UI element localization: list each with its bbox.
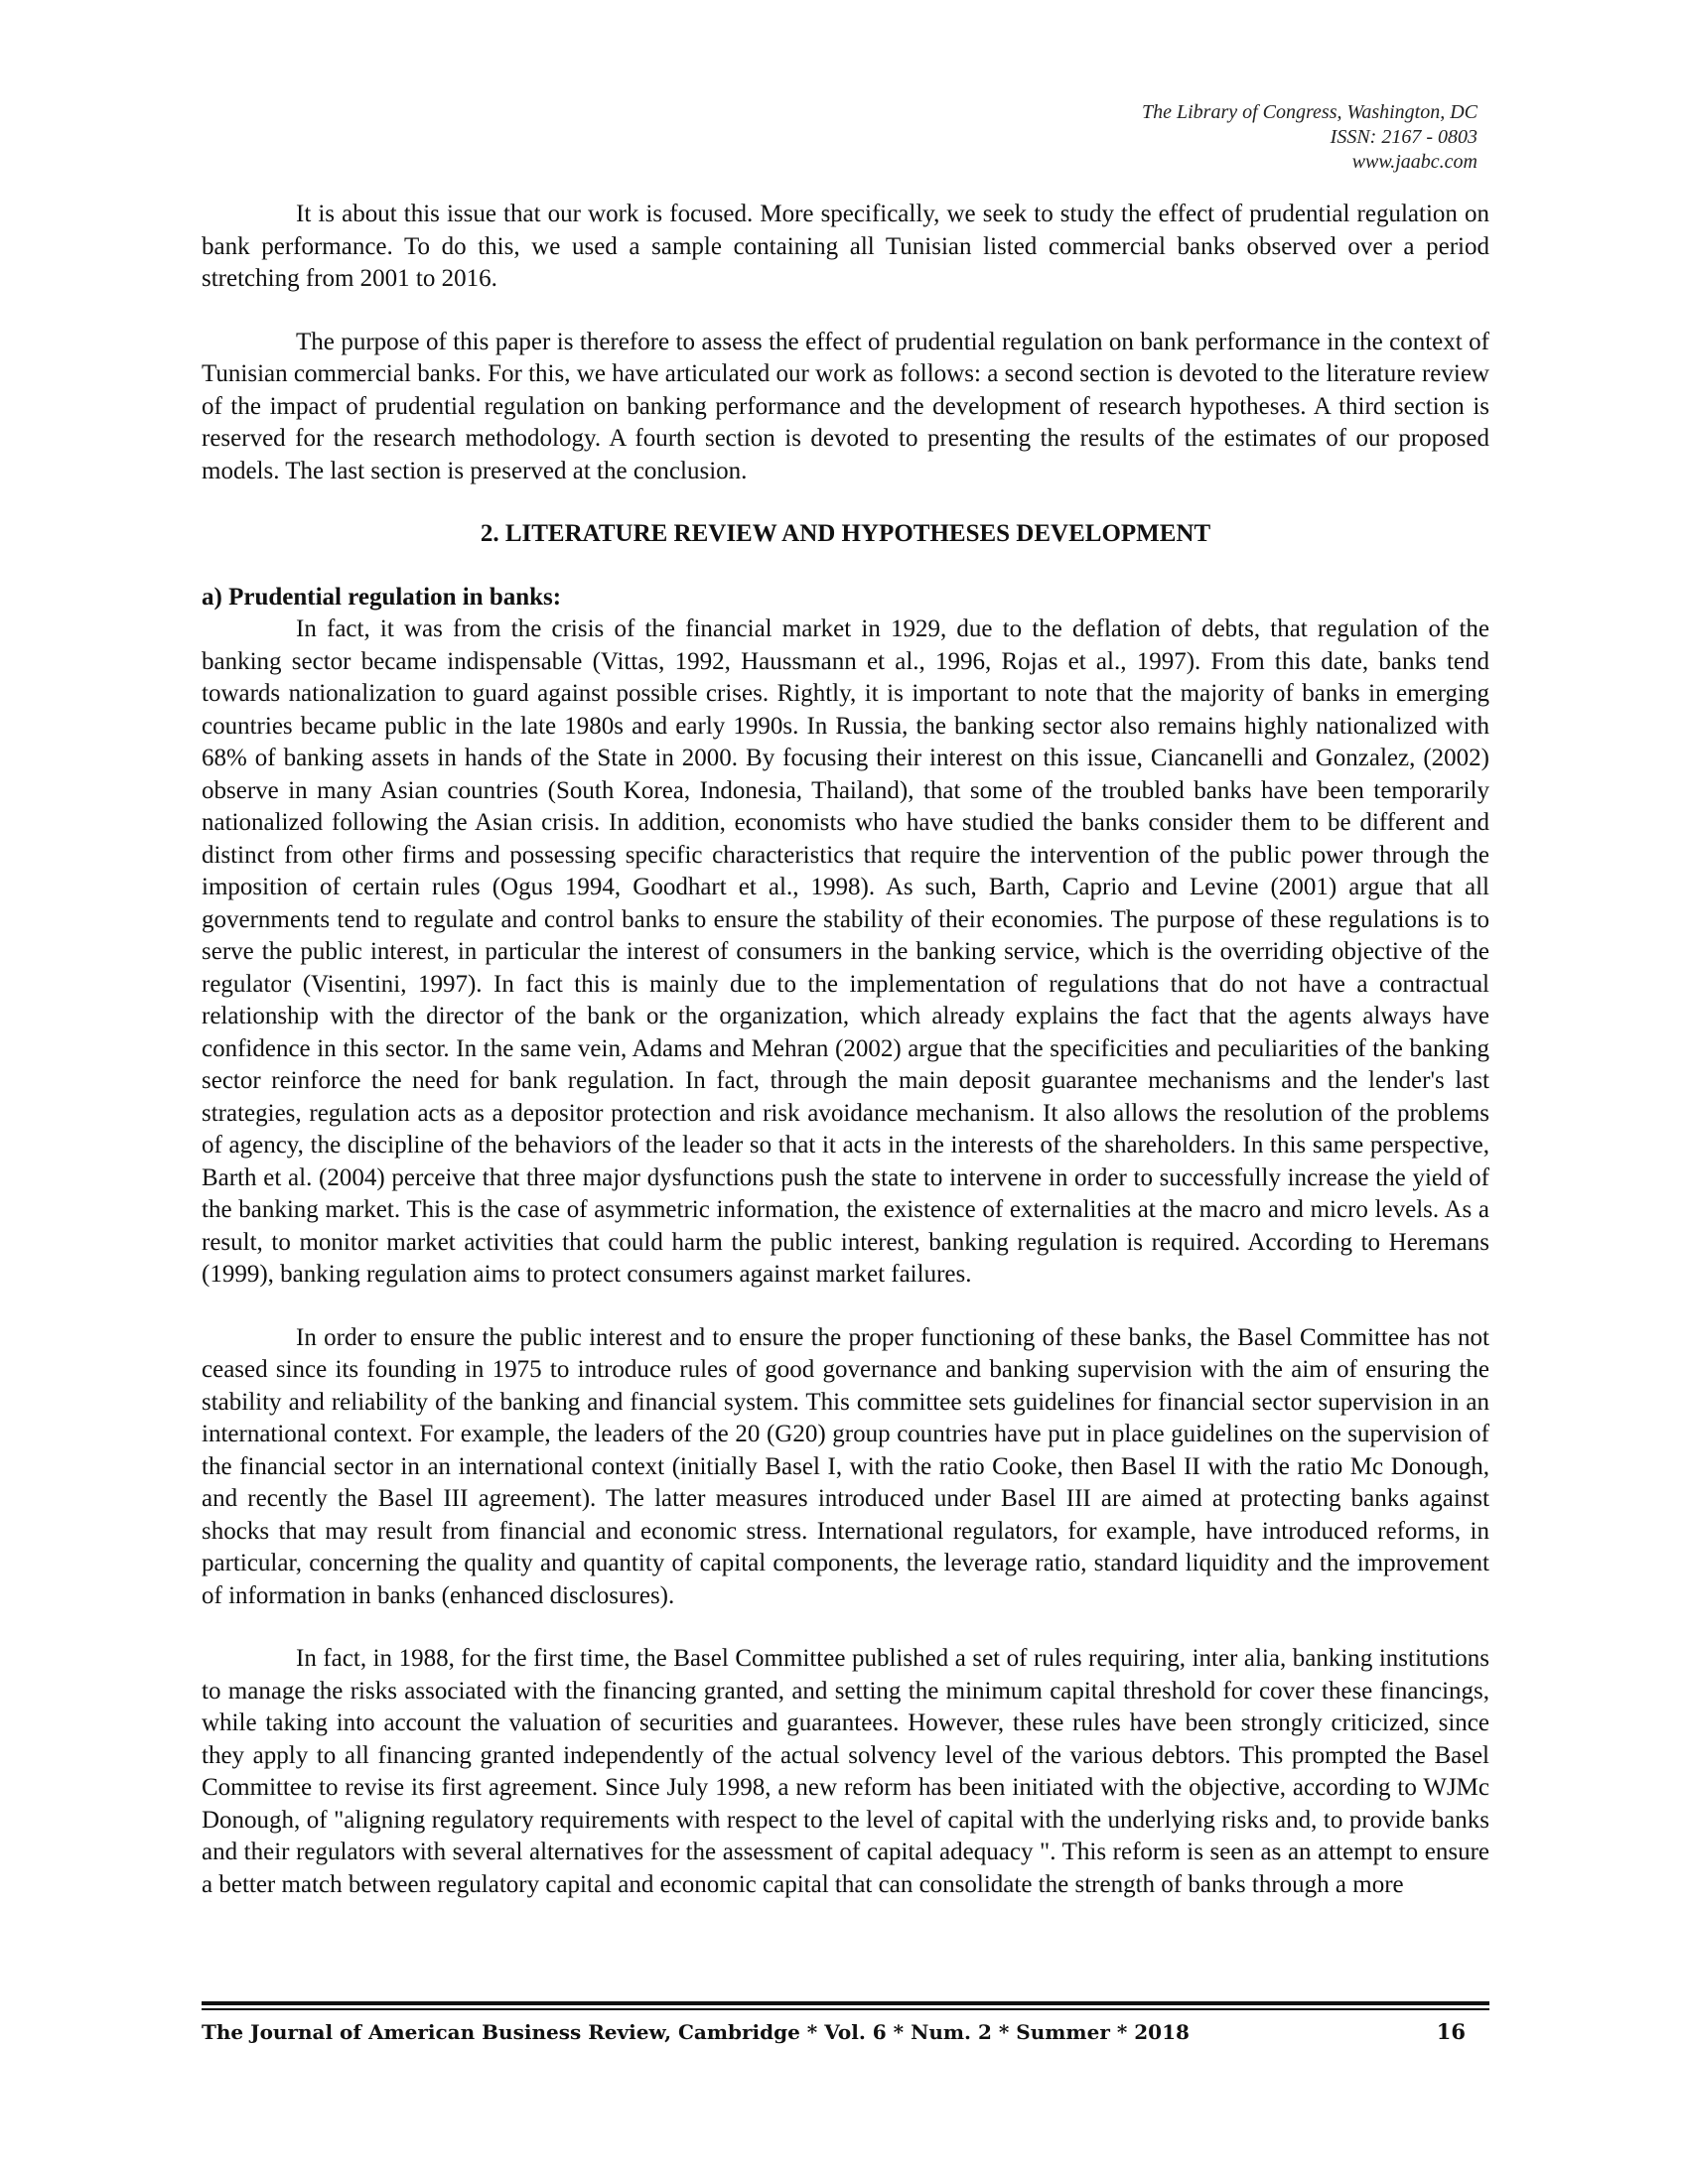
header-publisher: The Library of Congress, Washington, DC [1141,101,1477,123]
header-website: www.jaabc.com [1351,151,1477,173]
footer-rule [202,2001,1489,2005]
intro-paragraph-2: The purpose of this paper is therefore to assess the effect of prudential regulation on bank performance in the context of Tunisian commercial banks. For this, we have articulated our work as follows: a second section is devoted to the literature review of the impact of prudential regulation on banking performance and the development of research hypotheses. A third section is reserved for the research methodology. A fourth section is devoted to presenting the results of the estimates of our proposed models. The last section is preserved at the conclusion. [202,328,1489,484]
body-text [202,199,1489,1901]
section-heading: 2. LITERATURE REVIEW AND HYPOTHESES DEVELOPMENT [480,520,1211,547]
intro-paragraph-1: It is about this issue that our work is focused. More specifically, we seek to study the effect of prudential regulation on bank performance. To do this, we used a sample containing all Tunisian listed commercial banks observed over a period stretching from 2001 to 2016. [202,201,1489,292]
footer-rule-thin [202,2008,1489,2010]
section-paragraph-2: In order to ensure the public interest and to ensure the proper functioning of these banks, the Basel Committee has not ceased since its founding in 1975 to introduce rules of good governance and banking supervision with the aim of ensuring the stability and reliability of the banking and financial system. This committee sets guidelines for financial sector supervision in an international context. For example, the leaders of the 20 (G20) group countries have put in place guidelines on the supervision of the financial sector in an international context (initially Basel I, with the ratio Cooke, then Basel II with the ratio Mc Donough, and recently the Basel III agreement). The latter measures introduced under Basel III are aimed at protecting banks against shocks that may result from financial and economic stress. International regulators, for example, have introduced reforms, in particular, concerning the quality and quantity of capital components, the leverage ratio, standard liquidity and the improvement of information in banks (enhanced disclosures). [202,1323,1489,1609]
running-header [1142,100,1477,175]
subsection-heading: a) Prudential regulation in banks: [202,583,562,611]
section-paragraph-3: In fact, in 1988, for the first time, the Basel Committee published a set of rules requiring, inter alia, banking institutions to manage the risks associated with the financing granted, and setting the minimum capital threshold for cover these financings, while taking into account the valuation of securities and guarantees. However, these rules have been strongly criticized, since they apply to all financing granted independently of the actual solvency level of the various debtors. This prompted the Basel Committee to revise its first agreement. Since July 1998, a new reform has been initiated with the objective, according to WJMc Donough, of "aligning regulatory requirements with respect to the level of capital with the underlying risks and, to provide banks and their regulators with several alternatives for the assessment of capital adequacy ". This reform is seen as an attempt to ensure a better match between regulatory capital and economic capital that can consolidate the strength of banks through a more [202,1645,1489,1898]
header-issn: ISSN: 2167 - 0803 [1330,126,1477,148]
page-number: 16 [1436,2019,1466,2044]
footer-journal-citation: The Journal of American Business Review, Cambridge * Vol. 6 * Num. 2 * Summer * 2018 [202,2020,1190,2044]
section-paragraph-1: In fact, it was from the crisis of the financial market in 1929, due to the deflation of debts, that regulation of the banking sector became indispensable (Vittas, 1992, Haussmann et al., 1996, Rojas et al., 1997). From this date, banks tend towards nationalization to guard against possible crises. Rightly, it is important to note that the majority of banks in emerging countries became public in the late 1980s and early 1990s. In Russia, the banking sector also remains highly nationalized with 68% of banking assets in hands of the State in 2000. By focusing their interest on this issue, Ciancanelli and Gonzalez, (2002) observe in many Asian countries (South Korea, Indonesia, Thailand), that some of the troubled banks have been temporarily nationalized following the Asian crisis. In addition, economists who have studied the banks consider them to be different and distinct from other firms and possessing specific characteristics that require the intervention of the public power through the imposition of certain rules (Ogus 1994, Goodhart et al., 1998). As such, Barth, Caprio and Levine (2001) argue that all governments tend to regulate and control banks to ensure the stability of their economies. The purpose of these regulations is to serve the public interest, in particular the interest of consumers in the banking service, which is the overriding objective of the regulator (Visentini, 1997). In fact this is mainly due to the implementation of regulations that do not have a contractual relationship with the director of the bank or the organization, which already explains the fact that the agents always have confidence in this sector. In the same vein, Adams and Mehran (2002) argue that the specificities and peculiarities of the banking sector reinforce the need for bank regulation. In fact, through the main deposit guarantee mechanisms and the lender's last strategies, regulation acts as a depositor protection and risk avoidance mechanism. It also allows the resolution of the problems of agency, the discipline of the behaviors of the leader so that it acts in the interests of the shareholders. In this same perspective, Barth et al. (2004) perceive that three major dysfunctions push the state to intervene in order to successfully increase the yield of the banking market. This is the case of asymmetric information, the existence of externalities at the macro and micro levels. As a result, to monitor market activities that could harm the public interest, banking regulation is required. According to Heremans (1999), banking regulation aims to protect consumers against market failures. [202,615,1489,1288]
